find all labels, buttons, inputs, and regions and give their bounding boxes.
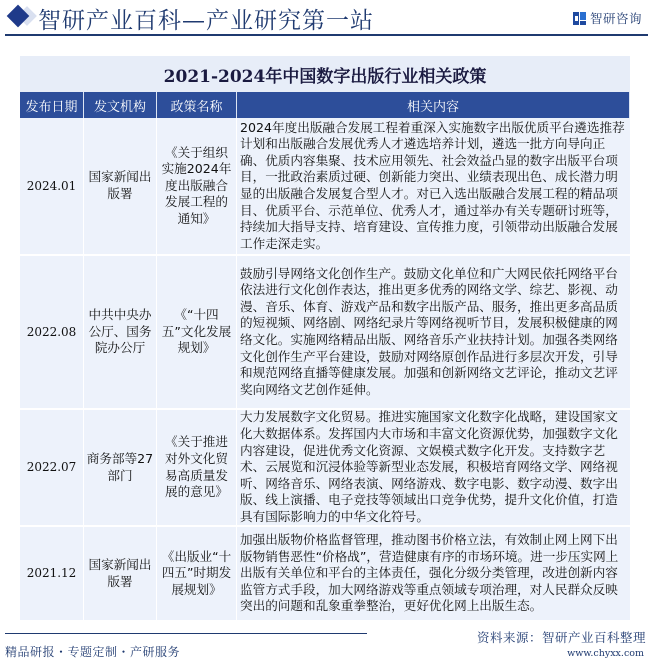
footer-divider [5,633,367,634]
table-grid [20,92,630,622]
cell-policy: 《关于推进对外文化贸易高质量发展的意见》 [157,410,237,527]
column-header-content: 相关内容 [237,92,630,118]
cell-content: 加强出版物价格监督管理，推动图书价格立法，有效制止网上网下出版物销售恶性“价格战”，营造健康有序的市场环境。进一步压实网上出版有关单位和平台的主体责任，强化分级分类管理，改进创新内容监管方式手段，加大网络游戏等重点领域专项治理，对人民群众反映突出的问题和乱象重拳整治，更好优化网上出版生态。 [237,527,630,622]
banner-title: 智研产业百科—产业研究第一站 [38,8,374,34]
footer-url: www.chyxx.com [567,648,644,659]
cell-policy: 《关于组织实施2024年度出版融合发展工程的通知》 [157,118,237,256]
policy-table [20,56,630,622]
footer-slogan: 精品研报・专题定制・产研服务 [5,645,181,659]
cell-date: 2024.01 [20,118,84,256]
cell-org: 商务部等27部门 [84,410,157,527]
cell-org: 中共中央办公厅、国务院办公厅 [84,256,157,410]
zhiyan-logo-icon [573,12,586,25]
top-banner [0,0,652,36]
cell-org: 国家新闻出版署 [84,527,157,622]
cell-date: 2022.07 [20,410,84,527]
cell-content: 2024年度出版融合发展工程着重深入实施数字出版优质平台遴选推荐计划和出版融合发展优秀人才遴选培养计划，遴选一批方向导向正确、优质内容集聚、技术应用领先、社会效益凸显的数字出版平台项目，一批政治素质过硬、创新能力突出、业绩表现出色、成长潜力明显的出版融合发展复合型人才。对已入选出版融合发展工程的精品项目、优质平台、示范单位、优秀人才，通过举办有关专题研讨班等，持续加大指导支持、培育建设、宣传推力度，引领带动出版融合发展工作走深走实。 [237,118,630,256]
cell-org: 国家新闻出版署 [84,118,157,256]
cell-content: 大力发展数字文化贸易。推进实施国家文化数字化战略，建设国家文化大数据体系。发挥国内大市场和丰富文化资源优势，加强数字文化内容建设，促进优秀文化资源、文娱模式数字化开发。支持数字艺术、云展览和沉浸体验等新型业态发展，积极培育网络文学、网络视听、网络音乐、网络表演、网络游戏、数字电影、数字动漫、数字出版、线上演播、电子竞技等领域出口竞争优势，提升文化价值，打造具有国际影响力的中华文化符号。 [237,410,630,527]
cell-date: 2022.08 [20,256,84,410]
table-title: 2021-2024年中国数字出版行业相关政策 [20,56,630,92]
logo-text: 智研咨询 [589,11,642,26]
cell-content: 鼓励引导网络文化创作生产。鼓励文化单位和广大网民依托网络平台依法进行文化创作表达，推出更多优秀的网络文学、综艺、影视、动漫、音乐、体育、游戏产品和数字出版产品、服务，推出更多高品质的短视频、网络剧、网络纪录片等网络视听节目，发展积极健康的网络文化。实施网络精品出版、网络音乐产业扶持计划。加强各类网络文化创作生产平台建设，鼓励对网络原创作品进行多层次开发，引导和规范网络直播等健康发展。加强和创新网络文艺评论，推动文艺评奖向网络文艺创作延伸。 [237,256,630,410]
column-header-policy: 政策名称 [157,92,237,118]
top-divider [5,34,648,36]
brand-logo [573,9,642,27]
column-header-org: 发文机构 [84,92,157,118]
cell-date: 2021.12 [20,527,84,622]
cell-policy: 《出版业“十四五”时期发展规划》 [157,527,237,622]
column-header-date: 发布日期 [20,92,84,118]
source-note: 资料来源：智研产业百科整理 [476,630,646,645]
cell-policy: 《“十四五”文化发展规划》 [157,256,237,410]
